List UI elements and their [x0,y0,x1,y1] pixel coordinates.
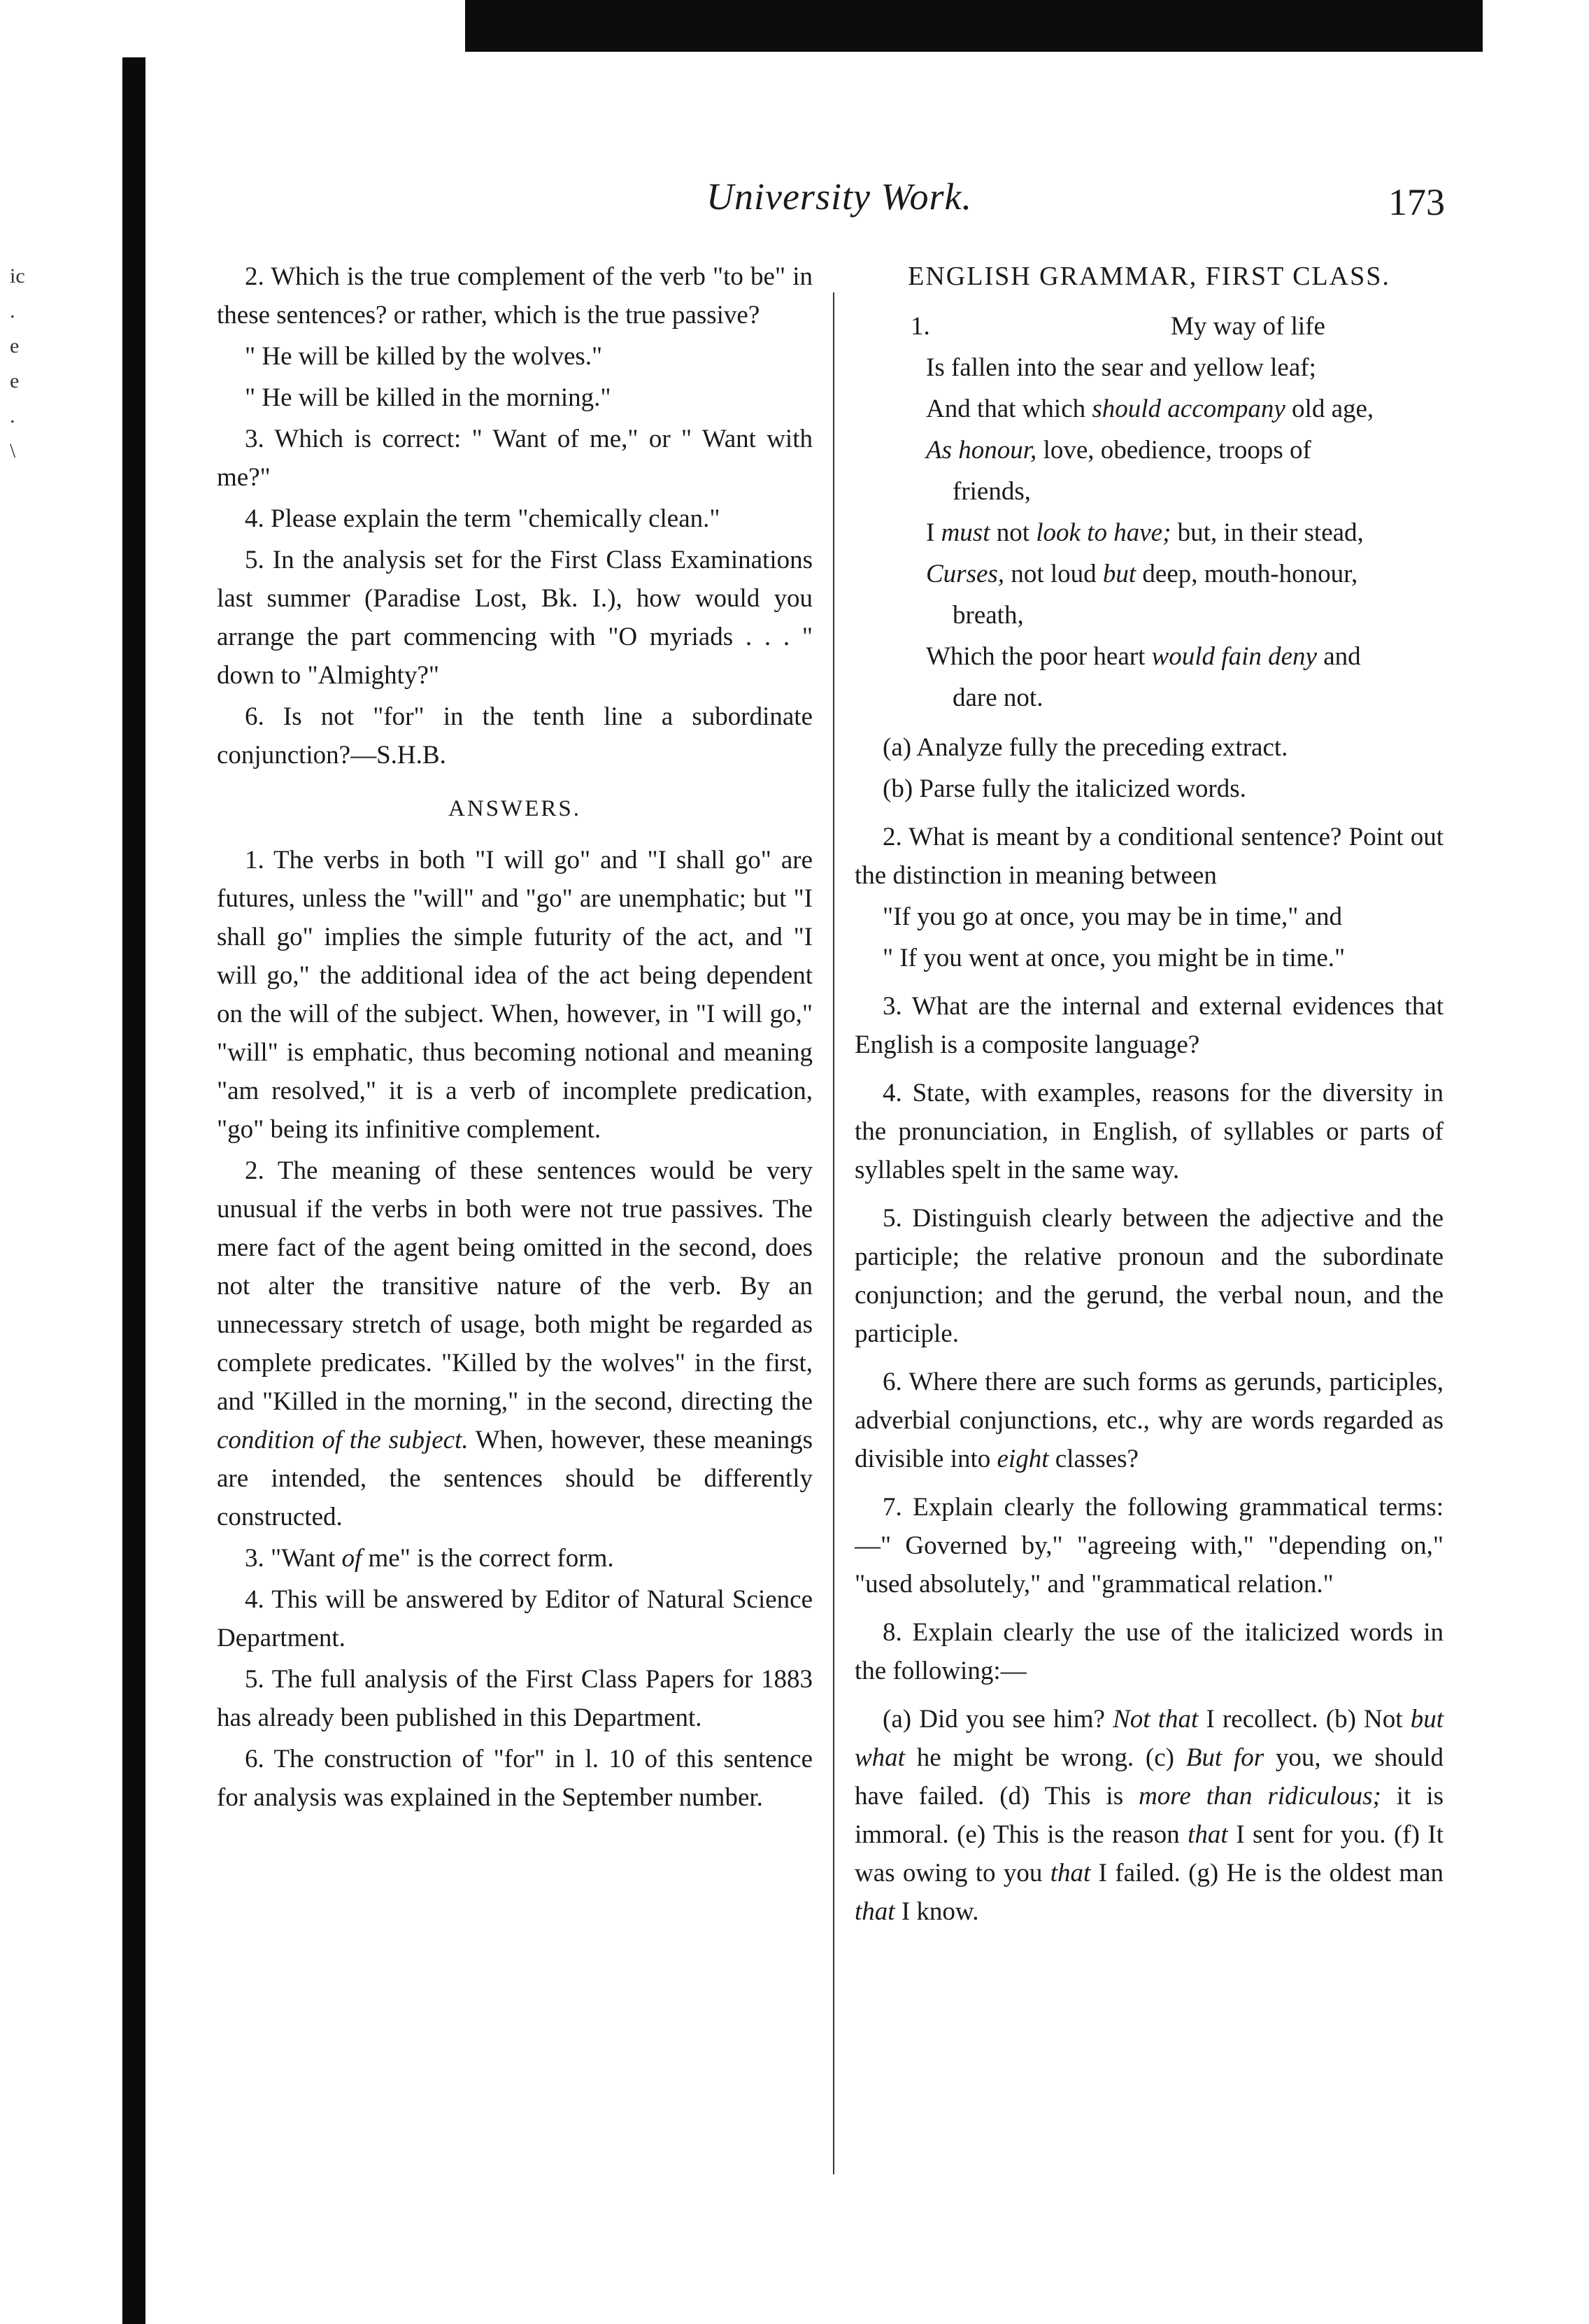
question-5: 5. In the analysis set for the First Class Examinations last summer (Paradise Lost, Bk. I.), how would you arrange the part commencing with "O myriads . . . " down to "Almighty?" [217,546,813,690]
poem-italic: look to have; [1036,518,1171,547]
edge-mark: e [10,334,20,357]
example-text: (c) [1145,1743,1174,1772]
example-text: (e) This is the reason [957,1820,1180,1849]
question-6-text: classes? [1055,1445,1139,1473]
poem-text: I [926,518,935,547]
example-italic: that [1188,1820,1228,1849]
poem-line [855,390,1444,428]
poem-text: deep, mouth-honour, [1142,560,1358,588]
poem-italic: must [941,518,990,547]
edge-mark: . [10,299,15,323]
poem-line [855,307,1444,346]
poem-italic: would fain deny [1151,642,1317,671]
question-3: 3. What are the internal and external evidences that English is a composite language? [855,992,1444,1059]
top-rule [465,0,1483,52]
question-1a: (a) Analyze fully the preceding extract. [883,733,1288,762]
answer-2-text: When, however, these meanings are intended, the sentences should be differently constructed. [217,1426,813,1531]
example-italic: but what [855,1705,1444,1772]
answer-3-text: me" is the correct form. [368,1544,614,1573]
edge-mark: \ [10,439,16,462]
binding-spine [122,57,145,2324]
poem-text: old age, [1292,395,1374,423]
example-text: he might be wrong. [916,1743,1134,1772]
poem-text: My way of life [1171,312,1325,341]
page-number: 173 [1388,181,1445,223]
question-6: 6. Is not "for" in the tenth line a subordinate conjunction?—S.H.B. [217,702,813,770]
question-1b: (b) Parse fully the italicized words. [883,774,1246,803]
poem-line: Is fallen into the sear and yellow leaf; [926,353,1316,382]
adjacent-page-edge [0,259,42,469]
poem-number: 1. [911,312,930,341]
question-5: 5. Distinguish clearly between the adjective and the participle; the relative pronoun and the subordinate conjunction; and the gerund, the verbal noun, and the participle. [855,1204,1444,1348]
example-text: I sent for you. [1236,1820,1386,1849]
example-text: (a) Did you see him? [883,1705,1105,1734]
answer-3-text: 3. "Want [245,1544,336,1573]
poem-line [855,431,1444,469]
answer-2-text: 2. The meaning of these sentences would be very unusual if the verbs in both were not true passives. The mere fact of the agent being omitted in the second, does not alter the transitive nature of the verb. By an unnecessary stretch of usage, both might be regarded as complete predicates. "Killed by the wolves" in the first, and "Killed in the morning," in the second, directing the [217,1156,813,1416]
example-text: I know. [901,1897,979,1926]
poem-italic: but [1102,560,1136,588]
poem-text: Which the poor heart [926,642,1146,671]
answer-3 [217,1539,813,1578]
question-2: 2. What is meant by a conditional sentence? Point out the distinction in meaning between [855,823,1444,890]
example-italic: But for [1185,1743,1264,1772]
poem-text: and [1323,642,1361,671]
poem-italic: should accompany [1092,395,1285,423]
example-sentence: " If you went at once, you might be in time." [883,944,1346,972]
example-italic: that [1050,1859,1091,1887]
poem-text: but, in their stead, [1177,518,1364,547]
question-8-examples [855,1700,1444,1931]
edge-mark: ic [10,264,25,288]
right-column [855,257,1444,1931]
answer-4: 4. This will be answered by Editor of Natural Science Department. [217,1585,813,1652]
poem-line: friends, [953,477,1031,506]
running-head [196,175,1455,224]
answer-2-italic: condition of the subject. [217,1426,469,1454]
example-sentence: " He will be killed by the wolves." [245,342,603,371]
question-3: 3. Which is correct: " Want of me," or " Want with me?" [217,425,813,492]
question-8: 8. Explain clearly the use of the italicized words in the following:— [855,1618,1444,1685]
question-4: 4. Please explain the term "chemically clean." [245,504,720,533]
answer-5: 5. The full analysis of the First Class Papers for 1883 has already been published in this Department. [217,1665,813,1732]
example-text: (f) It was owing to you [855,1820,1444,1887]
left-column [217,257,813,1817]
poem-extract [855,307,1444,717]
example-text: I failed. [1098,1859,1181,1887]
poem-line [855,513,1444,552]
edge-mark: . [10,404,15,427]
example-text: it is immoral. [855,1782,1444,1849]
poem-text: not loud [1011,560,1097,588]
edge-mark: e [10,369,20,392]
running-title: University Work. [706,176,972,218]
question-6 [855,1363,1444,1478]
answer-1: 1. The verbs in both "I will go" and "I shall go" are futures, unless the "will" and "go" are unemphatic; but "I shall go" implies the simple futurity of the act, and "I will go," the additional idea of the act being dependent on the will of the subject. When, however, in "I will go," "will" is emphatic, thus becoming notional and meaning "am resolved," it is a verb of incomplete predication, "go" being its infinitive complement. [217,846,813,1144]
poem-text: not [996,518,1030,547]
answers-heading: ANSWERS. [448,796,581,821]
example-italic: Not that [1113,1705,1199,1734]
example-sentence: " He will be killed in the morning." [245,383,611,412]
section-title: ENGLISH GRAMMAR, FIRST CLASS. [908,262,1390,291]
poem-italic: Curses, [926,560,1005,588]
answer-3-italic: of [341,1544,362,1573]
question-2: 2. Which is the true complement of the verb "to be" in these sentences? or rather, which is the true passive? [217,262,813,330]
poem-line: breath, [953,601,1024,630]
answer-2 [217,1152,813,1536]
poem-line: dare not. [953,683,1043,712]
poem-text: And that which [926,395,1086,423]
example-text: (g) He is the oldest man [1188,1859,1444,1887]
example-text: you, we should have failed. [855,1743,1444,1811]
answer-6: 6. The construction of "for" in l. 10 of this sentence for analysis was explained in the September number. [217,1745,813,1812]
poem-line [855,637,1444,676]
poem-line [855,555,1444,593]
poem-italic: As [926,436,952,465]
example-italic: more than ridiculous; [1139,1782,1381,1811]
example-text: I recollect. [1206,1705,1318,1734]
column-divider [833,292,834,2174]
example-text: (b) Not [1325,1705,1403,1734]
question-7: 7. Explain clearly the following grammatical terms:—" Governed by," "agreeing with," "depending on," "used absolutely," and "grammatical relation." [855,1493,1444,1599]
question-4: 4. State, with examples, reasons for the diversity in the pronunciation, in English, of syllables or parts of syllables spelt in the same way. [855,1079,1444,1184]
question-6-italic: eight [997,1445,1049,1473]
poem-italic: honour, [958,436,1037,465]
example-text: (d) This is [999,1782,1124,1811]
poem-text: love, obedience, troops of [1043,436,1311,465]
question-6-text: 6. Where there are such forms as gerunds, participles, adverbial conjunctions, etc., why are words regarded as divisible into [855,1368,1444,1473]
example-sentence: "If you go at once, you may be in time," and [883,902,1342,931]
example-italic: that [855,1897,895,1926]
